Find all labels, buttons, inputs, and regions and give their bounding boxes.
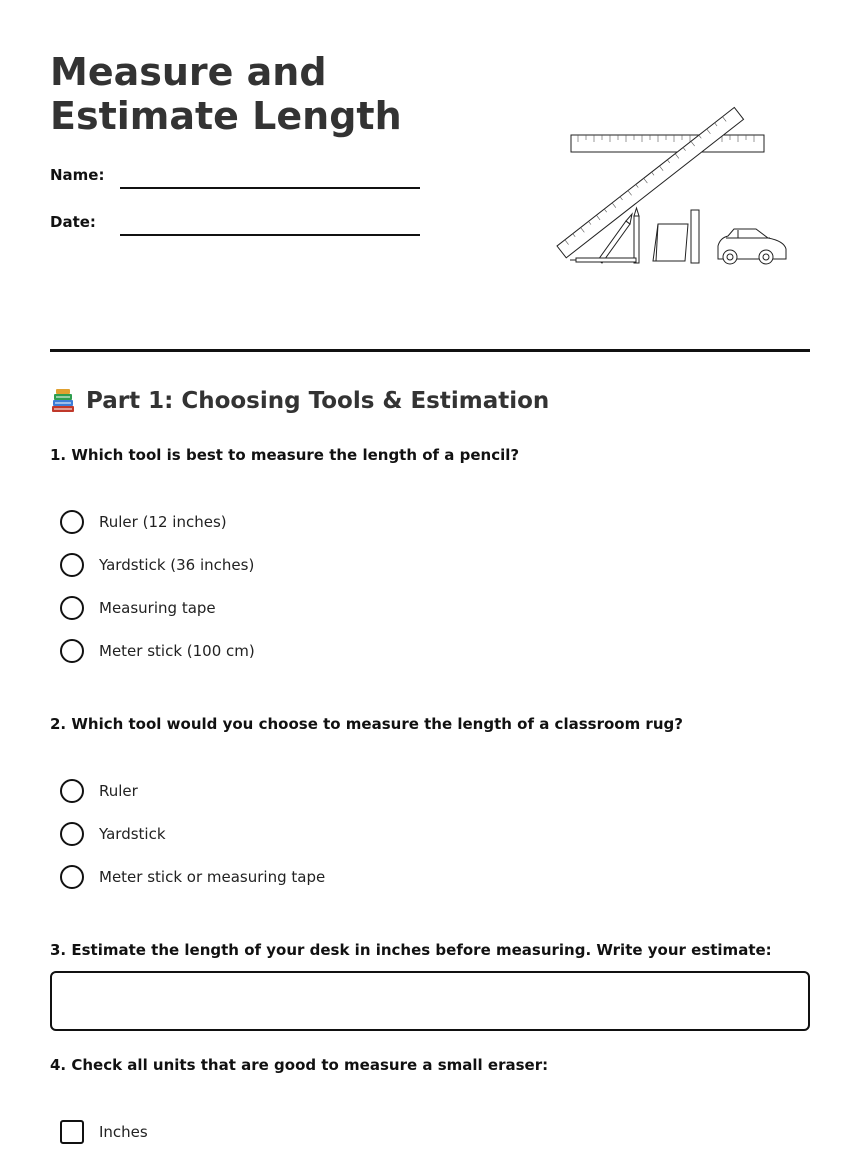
q4-option-inches[interactable] bbox=[60, 1120, 148, 1144]
q2-option-ruler[interactable] bbox=[60, 779, 138, 803]
radio-button[interactable] bbox=[60, 553, 84, 577]
option-label: Meter stick or measuring tape bbox=[99, 868, 326, 886]
q2-option-yardstick[interactable] bbox=[60, 822, 166, 846]
radio-button[interactable] bbox=[60, 510, 84, 534]
desk-estimate-input[interactable] bbox=[50, 971, 810, 1031]
question-2: 2. Which tool would you choose to measure the length of a classroom rug? bbox=[50, 715, 683, 733]
radio-button[interactable] bbox=[60, 865, 84, 889]
header-divider bbox=[50, 349, 810, 352]
q1-option-meter-stick[interactable] bbox=[60, 639, 255, 663]
option-label: Inches bbox=[99, 1123, 148, 1141]
q1-option-yardstick[interactable] bbox=[60, 553, 254, 577]
name-field-line[interactable] bbox=[120, 187, 420, 189]
question-3: 3. Estimate the length of your desk in inches before measuring. Write your estimate: bbox=[50, 941, 772, 959]
option-label: Yardstick bbox=[99, 825, 166, 843]
option-label: Ruler bbox=[99, 782, 138, 800]
worksheet-title: Measure and Estimate Length bbox=[50, 50, 402, 138]
option-label: Ruler (12 inches) bbox=[99, 513, 227, 531]
option-label: Meter stick (100 cm) bbox=[99, 642, 255, 660]
radio-button[interactable] bbox=[60, 639, 84, 663]
question-4: 4. Check all units that are good to measure a small eraser: bbox=[50, 1056, 549, 1074]
radio-button[interactable] bbox=[60, 596, 84, 620]
q1-option-ruler[interactable] bbox=[60, 510, 227, 534]
date-field-line[interactable] bbox=[120, 234, 420, 236]
part1-title bbox=[50, 388, 549, 414]
date-label: Date: bbox=[50, 213, 96, 231]
notebook-icon bbox=[653, 210, 699, 263]
name-label: Name: bbox=[50, 166, 105, 184]
q2-option-meter-stick-or-tape[interactable] bbox=[60, 865, 325, 889]
car-icon bbox=[718, 229, 786, 264]
radio-button[interactable] bbox=[60, 779, 84, 803]
books-icon bbox=[50, 388, 76, 414]
measuring-tools-illustration bbox=[548, 96, 793, 271]
option-label: Yardstick (36 inches) bbox=[99, 556, 255, 574]
option-label: Measuring tape bbox=[99, 599, 216, 617]
radio-button[interactable] bbox=[60, 822, 84, 846]
q1-option-measuring-tape[interactable] bbox=[60, 596, 216, 620]
checkbox[interactable] bbox=[60, 1120, 84, 1144]
part1-title-text: Part 1: Choosing Tools & Estimation bbox=[86, 388, 550, 414]
question-1: 1. Which tool is best to measure the length of a pencil? bbox=[50, 446, 520, 464]
